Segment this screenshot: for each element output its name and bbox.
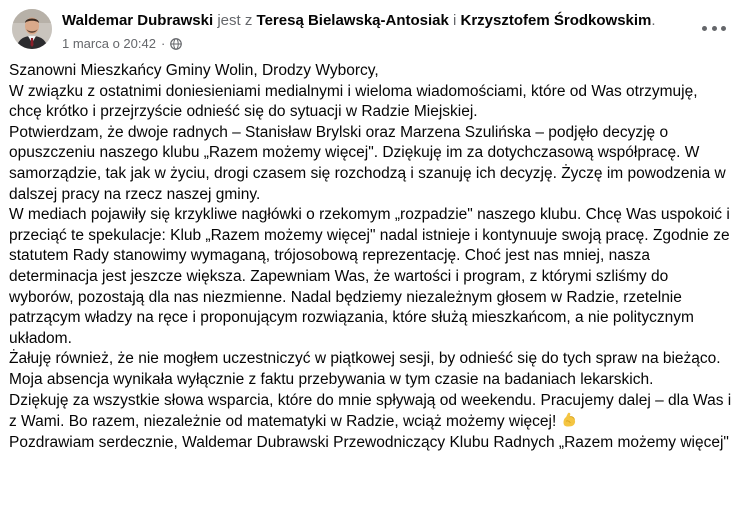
tagged-person-link-2[interactable]: Krzysztofem Środkowskim	[460, 12, 652, 29]
avatar-portrait-icon	[12, 9, 52, 49]
post-paragraph: Żałuję również, że nie mogłem uczestniczyć w piątkowej sesji, by odnieść się do tych spraw na bieżąco. Moja absencja wynikała wyłącznie z faktu przebywania w tym czasie na badaniach lekarskich.	[9, 350, 721, 388]
post-paragraph: Potwierdzam, że dwoje radnych – Stanisław Brylski oraz Marzena Szulińska – podjęło decyzję o opuszczeniu naszego klubu „Razem możemy więcej". Dziękuję im za dotychczasową współpracę. W samorządzie, tak jak w życiu, drogi czasem się rozchodzą i szanuję ich decyzję. Życzę im powodzenia w dalszej pracy na rzecz naszej gminy.	[9, 123, 726, 203]
globe-icon[interactable]	[170, 38, 182, 50]
post-meta	[62, 35, 182, 53]
flexed-biceps-icon	[561, 411, 578, 428]
post-paragraph-thanks-text: Dziękuję za wszystkie słowa wsparcia, które do mnie spływają od weekendu. Pracujemy dalej – dla Was i z Wami. Bo razem, niezależnie od matematyki w Radzie, wciąż możemy więcej!	[9, 391, 732, 431]
author-avatar[interactable]	[12, 9, 52, 49]
post-paragraph-thanks	[9, 391, 733, 433]
and-connector: i	[448, 12, 461, 29]
post-paragraph-greeting: Szanowni Mieszkańcy Gminy Wolin, Drodzy Wyborcy,	[9, 62, 379, 79]
more-dot-icon	[712, 26, 717, 31]
post-timestamp-link[interactable]: 1 marca o 20:42	[62, 36, 156, 51]
post-paragraph-signature: Pozdrawiam serdecznie, Waldemar Dubrawski Przewodniczący Klubu Radnych „Razem możemy więcej"	[9, 433, 729, 451]
author-name-link[interactable]: Waldemar Dubrawski	[62, 12, 214, 29]
post-paragraph: W mediach pojawiły się krzykliwe nagłówki o rzekomym „rozpadzie" naszego klubu. Chcę Was uspokoić i przeciąć te spekulacje: Klub „Razem możemy więcej" nadal istnieje i kontynuuje swoją pracę. Zgodnie ze statutem Rady stanowimy wymaganą, trójosobową reprezentację. Choć jest nas mniej, nasza determinacja jest jeszcze większa. Zapewniam Was, że wartości i program, z którymi szliśmy do wyborów, pozostają dla nas niezmienne. Nadal będziemy niezależnym głosem w Radzie, rzetelnie patrzącym władzy na ręce i proponującym rozwiązania, które służą mieszkańcom, a nie politycznym układom.	[9, 206, 730, 347]
post-paragraph: W związku z ostatnimi doniesieniami medialnymi i wieloma wiadomościami, które od Was otrzymuję, chcę krótko i przejrzyście odnieść się do sytuacji w Radzie Miejskiej.	[9, 82, 698, 121]
tagged-person-link-1[interactable]: Teresą Bielawską-Antosiak	[256, 12, 449, 29]
with-connector: jest z	[213, 12, 257, 29]
more-options-button[interactable]	[702, 18, 726, 38]
more-dot-icon	[721, 26, 726, 31]
post-body	[9, 61, 733, 453]
meta-separator: ·	[160, 36, 166, 51]
post-header	[62, 11, 656, 31]
header-end-punct: .	[651, 12, 656, 29]
more-dot-icon	[702, 26, 707, 31]
